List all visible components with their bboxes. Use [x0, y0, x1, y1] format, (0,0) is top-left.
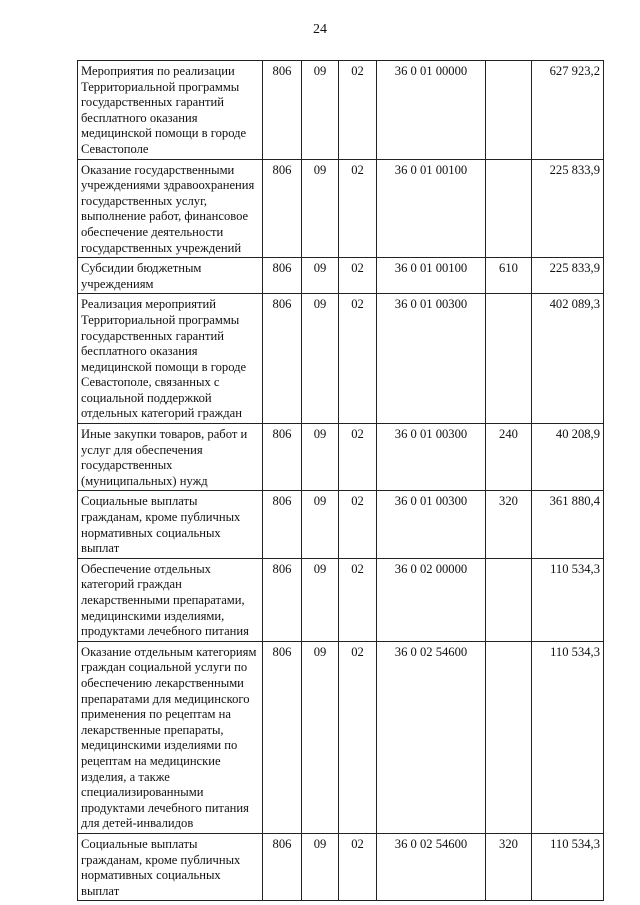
cell-ved: 806 — [263, 294, 302, 424]
cell-vr: 240 — [486, 424, 532, 491]
cell-rz: 09 — [302, 424, 339, 491]
cell-rz: 09 — [302, 833, 339, 900]
cell-name: Иные закупки товаров, работ и услуг для обеспечения государственных (муниципальных) нужд — [78, 424, 263, 491]
cell-rz: 09 — [302, 61, 339, 160]
cell-name: Оказание отдельным категориям граждан социальной услуги по обеспечению лекарственными препаратами для медицинского применения по рецептам на лекарственные препараты, медицинскими изделиями по рецептам на медицинские изделия, а также специализированными продуктами лечебного питания для детей-инвалидов — [78, 641, 263, 833]
table-row — [78, 833, 604, 900]
cell-rz: 09 — [302, 558, 339, 641]
cell-name: Обеспечение отдельных категорий граждан лекарственными препаратами, медицинскими изделиями, продуктами лечебного питания — [78, 558, 263, 641]
cell-pr: 02 — [339, 61, 377, 160]
cell-ved: 806 — [263, 424, 302, 491]
cell-sum: 402 089,3 — [532, 294, 604, 424]
cell-sum: 40 208,9 — [532, 424, 604, 491]
table-row — [78, 61, 604, 160]
cell-pr: 02 — [339, 558, 377, 641]
cell-vr — [486, 641, 532, 833]
cell-name: Реализация мероприятий Территориальной программы государственных гарантий бесплатного оказания медицинской помощи в городе Севастополе, связанных с социальной поддержкой отдельных категорий граждан — [78, 294, 263, 424]
cell-rz: 09 — [302, 641, 339, 833]
cell-pr: 02 — [339, 833, 377, 900]
cell-name: Социальные выплаты гражданам, кроме публичных нормативных социальных выплат — [78, 833, 263, 900]
cell-ved: 806 — [263, 159, 302, 258]
cell-cs: 36 0 02 00000 — [377, 558, 486, 641]
budget-table — [77, 60, 604, 901]
table-row — [78, 258, 604, 294]
cell-ved: 806 — [263, 558, 302, 641]
cell-cs: 36 0 02 54600 — [377, 641, 486, 833]
cell-sum: 110 534,3 — [532, 833, 604, 900]
table-row — [78, 641, 604, 833]
cell-pr: 02 — [339, 424, 377, 491]
cell-cs: 36 0 01 00100 — [377, 159, 486, 258]
cell-ved: 806 — [263, 641, 302, 833]
cell-name: Мероприятия по реализации Территориальной программы государственных гарантий бесплатного оказания медицинской помощи в городе Севастополе — [78, 61, 263, 160]
cell-sum: 110 534,3 — [532, 558, 604, 641]
table-row — [78, 558, 604, 641]
page-number: 24 — [313, 22, 327, 37]
cell-sum: 110 534,3 — [532, 641, 604, 833]
cell-vr: 320 — [486, 833, 532, 900]
cell-ved: 806 — [263, 833, 302, 900]
table-row — [78, 491, 604, 558]
cell-sum: 627 923,2 — [532, 61, 604, 160]
cell-vr — [486, 61, 532, 160]
cell-name: Субсидии бюджетным учреждениям — [78, 258, 263, 294]
cell-name: Социальные выплаты гражданам, кроме публичных нормативных социальных выплат — [78, 491, 263, 558]
cell-pr: 02 — [339, 491, 377, 558]
cell-cs: 36 0 02 54600 — [377, 833, 486, 900]
cell-cs: 36 0 01 00000 — [377, 61, 486, 160]
table-row — [78, 424, 604, 491]
cell-cs: 36 0 01 00300 — [377, 294, 486, 424]
cell-ved: 806 — [263, 61, 302, 160]
cell-cs: 36 0 01 00100 — [377, 258, 486, 294]
cell-sum: 361 880,4 — [532, 491, 604, 558]
table-row — [78, 159, 604, 258]
cell-rz: 09 — [302, 159, 339, 258]
cell-vr — [486, 294, 532, 424]
cell-rz: 09 — [302, 491, 339, 558]
cell-pr: 02 — [339, 258, 377, 294]
cell-vr: 610 — [486, 258, 532, 294]
cell-ved: 806 — [263, 491, 302, 558]
cell-sum: 225 833,9 — [532, 258, 604, 294]
cell-ved: 806 — [263, 258, 302, 294]
cell-sum: 225 833,9 — [532, 159, 604, 258]
cell-vr — [486, 558, 532, 641]
cell-cs: 36 0 01 00300 — [377, 491, 486, 558]
cell-name: Оказание государственными учреждениями здравоохранения государственных услуг, выполнение работ, финансовое обеспечение деятельности государственных учреждений — [78, 159, 263, 258]
cell-pr: 02 — [339, 294, 377, 424]
table-row — [78, 294, 604, 424]
cell-vr — [486, 159, 532, 258]
cell-cs: 36 0 01 00300 — [377, 424, 486, 491]
cell-rz: 09 — [302, 258, 339, 294]
cell-rz: 09 — [302, 294, 339, 424]
cell-pr: 02 — [339, 159, 377, 258]
budget-table-body — [78, 61, 604, 901]
cell-vr: 320 — [486, 491, 532, 558]
cell-pr: 02 — [339, 641, 377, 833]
